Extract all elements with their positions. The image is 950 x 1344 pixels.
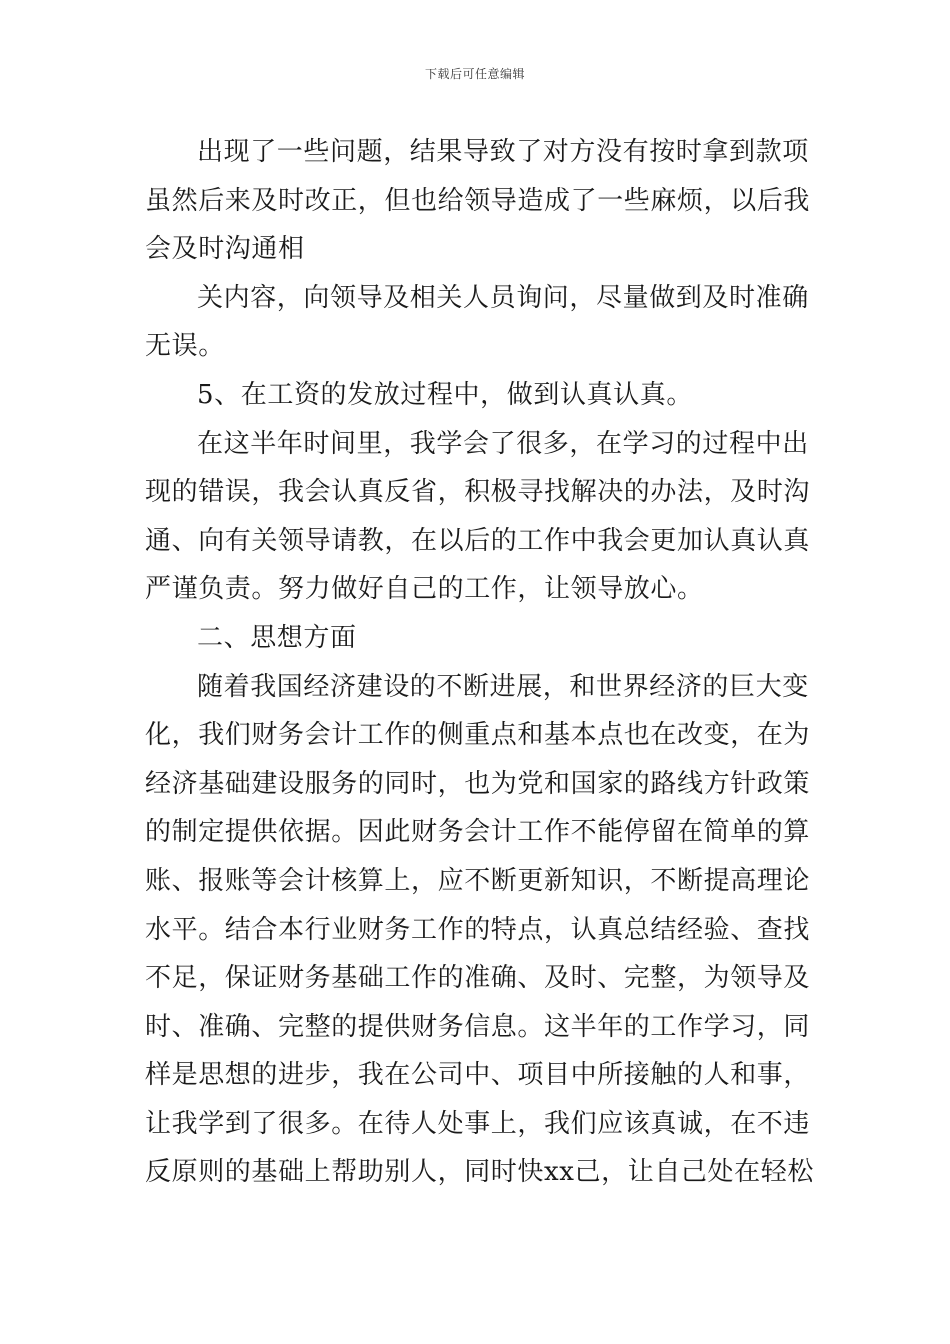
text-line: 水平。结合本行业财务工作的特点，认真总结经验、查找 [145, 914, 811, 945]
download-note: 下载后可任意编辑 [424, 67, 525, 81]
text-line: 会及时沟通相 [145, 234, 305, 265]
text-line: 通、向有关领导请教，在以后的工作中我会更加认真认真 [145, 525, 811, 556]
text-line: 随着我国经济建设的不断进展，和世界经济的巨大变 [197, 671, 809, 702]
text-line: 经济基础建设服务的同时，也为党和国家的路线方针政策 [145, 768, 811, 799]
text-line: 不足，保证财务基础工作的准确、及时、完整，为领导及 [145, 963, 811, 994]
text-line: 无误。 [145, 331, 225, 362]
text-line: 严谨负责。努力做好自己的工作，让领导放心。 [145, 574, 704, 605]
text-line: 关内容，向领导及相关人员询问，尽量做到及时准确 [197, 282, 809, 313]
text-line: 化，我们财务会计工作的侧重点和基本点也在改变，在为 [145, 720, 811, 751]
text-line: 在这半年时间里，我学会了很多，在学习的过程中出 [197, 428, 809, 459]
section-heading: 二、思想方面 [197, 622, 357, 653]
text-line: 的制定提供依据。因此财务会计工作不能停留在简单的算 [145, 817, 811, 848]
text-line: 虽然后来及时改正，但也给领导造成了一些麻烦，以后我 [145, 185, 811, 216]
document-body [145, 128, 814, 1197]
text-line: 账、报账等会计核算上，应不断更新知识，不断提高理论 [145, 865, 811, 896]
text-line: 反原则的基础上帮助别人，同时快xx己，让自己处在轻松 [145, 1157, 814, 1188]
text-line: 让我学到了很多。在待人处事上，我们应该真诚，在不违 [145, 1108, 811, 1139]
text-line: 时、准确、完整的提供财务信息。这半年的工作学习，同 [145, 1011, 811, 1042]
text-line: 出现了一些问题，结果导致了对方没有按时拿到款项 [197, 137, 809, 167]
text-line: 样是思想的进步，我在公司中、项目中所接触的人和事， [145, 1060, 811, 1091]
text-line: 5、在工资的发放过程中，做到认真认真。 [197, 379, 693, 410]
text-line: 现的错误，我会认真反省，积极寻找解决的办法，及时沟 [145, 477, 811, 508]
